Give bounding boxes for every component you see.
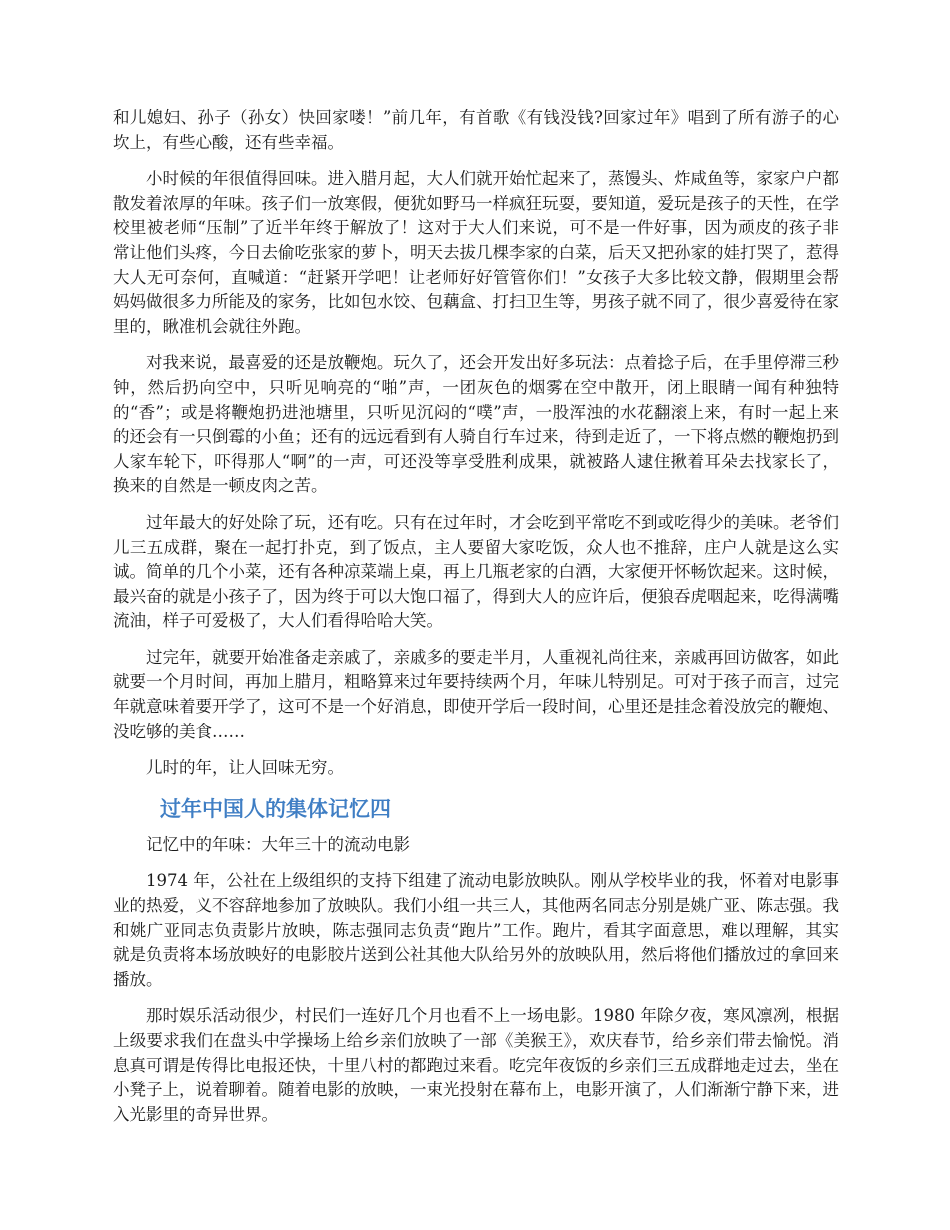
section-heading: 过年中国人的集体记忆四 xyxy=(160,796,391,821)
paragraph-7: 那时娱乐活动很少，村民们一连好几个月也看不上一场电影。1980 年除夕夜，寒风凛冽，根据上级要求我们在盘头中学操场上给乡亲们放映了一部《美猴王》，欢庆春节，给乡亲们带去愉悦。消息真可谓是传得比电报还快，十里八村的都跑过来看。吃完年夜饭的乡亲们三五成群地走过去，坐在小凳子上，说着聊着。随着电影的放映，一束光投射在幕布上，电影开演了，人们渐渐宁静下来，进入光影里的奇异世界。 xyxy=(113,1006,839,1124)
paragraph-0: 和儿媳妇、孙子（孙女）快回家喽！”前几年，有首歌《有钱没钱?回家过年》唱到了所有游子的心坎上，有些心酸，还有些幸福。 xyxy=(113,108,839,152)
paragraph-2: 对我来说，最喜爱的还是放鞭炮。玩久了，还会开发出好多玩法：点着捻子后，在手里停滞三秒钟，然后扔向空中，只听见响亮的“啪”声，一团灰色的烟雾在空中散开，闭上眼睛一闻有种独特的“香”；或是将鞭炮扔进池塘里，只听见沉闷的“噗”声，一股浑浊的水花翻滚上来，有时一起上来的还会有一只倒霉的小鱼；还有的远远看到有人骑自行车过来，待到走近了，一下将点燃的鞭炮扔到人家车轮下，吓得那人“啊”的一声，可还没等享受胜利成果，就被路人逮住揪着耳朵去找家长了，换来的自然是一顿皮肉之苦。 xyxy=(113,353,839,496)
paragraph-6: 1974 年，公社在上级组织的支持下组建了流动电影放映队。刚从学校毕业的我，怀着对电影事业的热爱，义不容辞地参加了放映队。我们小组一共三人，其他两名同志分别是姚广亚、陈志强。我和姚广亚同志负责影片放映，陈志强同志负责“跑片”工作。跑片，看其字面意思，难以理解，其实就是负责将本场放映好的电影胶片送到公社其他大队给另外的放映队用，然后将他们播放过的拿回来播放。 xyxy=(113,871,839,989)
document-page xyxy=(113,106,839,1139)
paragraph-5: 儿时的年，让人回味无穷。 xyxy=(146,758,344,778)
paragraph-4: 过完年，就要开始准备走亲戚了，亲戚多的要走半月，人重视礼尚往来，亲戚再回访做客，如此就要一个月时间，再加上腊月，粗略算来过年要持续两个月，年味儿特别足。可对于孩子而言，过完年就意味着要开学了，这可不是一个好消息，即使开学后一段时间，心里还是挂念着没放完的鞭炮、没吃够的美食…… xyxy=(113,647,839,741)
paragraph-subtitle: 记忆中的年味：大年三十的流动电影 xyxy=(146,834,410,854)
paragraph-3: 过年最大的好处除了玩，还有吃。只有在过年时，才会吃到平常吃不到或吃得少的美味。老爷们儿三五成群，聚在一起打扑克，到了饭点，主人要留大家吃饭，众人也不推辞，庄户人就是这么实诚。简单的几个小菜，还有各种凉菜端上桌，再上几瓶老家的白酒，大家便开怀畅饮起来。这时候，最兴奋的就是小孩子了，因为终于可以大饱口福了，得到大人的应许后，便狼吞虎咽起来，吃得满嘴流油，样子可爱极了，大人们看得哈哈大笑。 xyxy=(113,512,839,631)
paragraph-1: 小时候的年很值得回味。进入腊月起，大人们就开始忙起来了，蒸馒头、炸咸鱼等，家家户户都散发着浓厚的年味。孩子们一放寒假，便犹如野马一样疯狂玩耍，要知道，爱玩是孩子的天性，在学校里被老师“压制”了近半年终于解放了！这对于大人们来说，可不是一件好事，因为顽皮的孩子非常让他们头疼，今日去偷吃张家的萝卜，明天去拔几棵李家的白菜，后天又把孙家的娃打哭了，惹得大人无可奈何，直喊道：“赶紧开学吧！让老师好好管管你们！”女孩子大多比较文静，假期里会帮妈妈做很多力所能及的家务，比如包水饺、包藕盒、打扫卫生等，男孩子就不同了，很少喜爱待在家里的，瞅准机会就往外跑。 xyxy=(113,169,839,336)
